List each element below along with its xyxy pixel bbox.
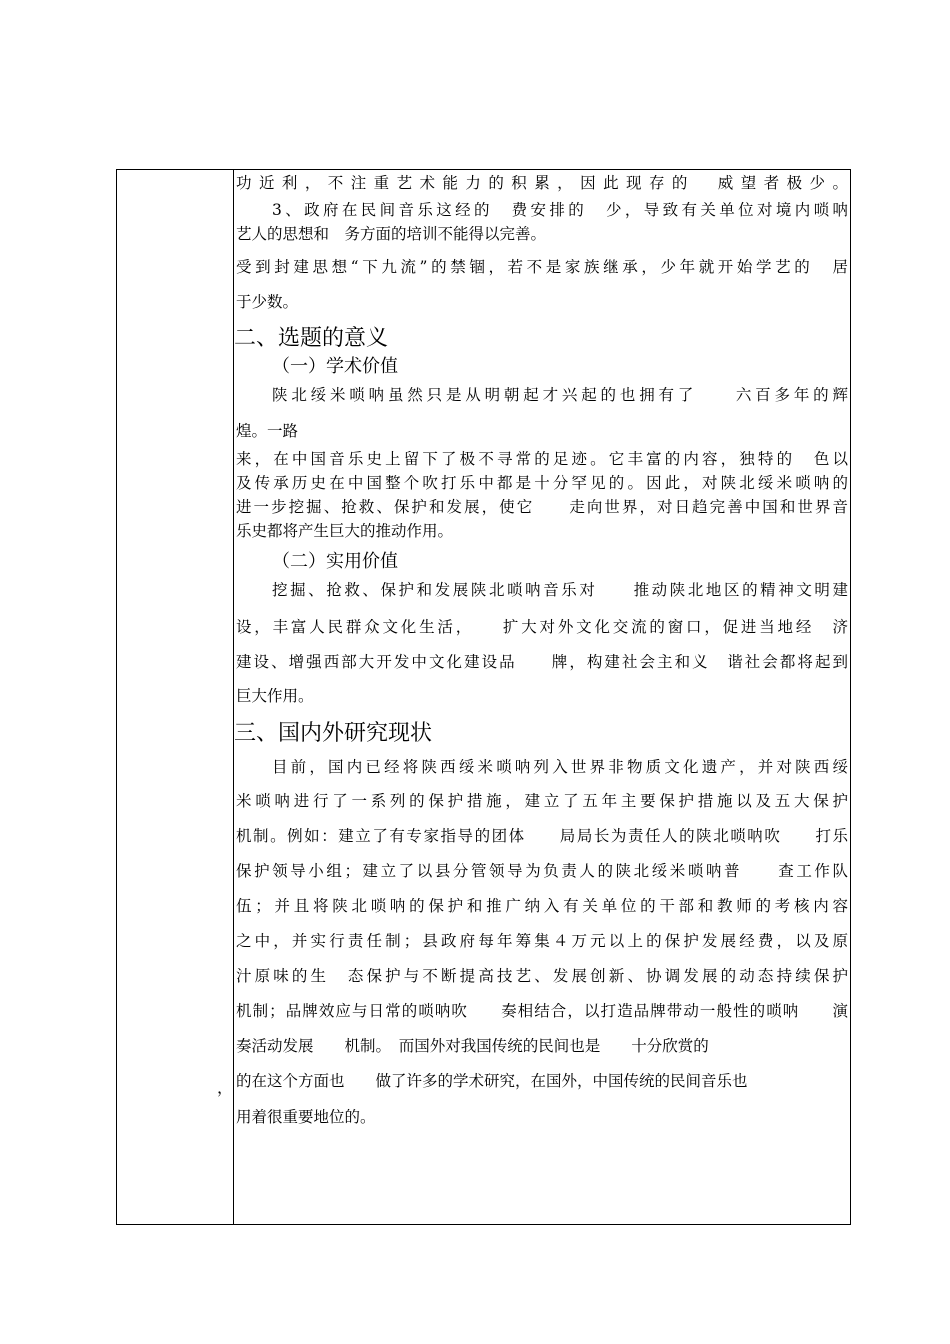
body-line: 挖掘、抢救、保护和发展陕北唢呐音乐对 推动陕北地区的精神文明建 [272, 581, 848, 599]
subsection-heading: （一）学术价值 [272, 356, 398, 377]
body-line: 于少数。 [236, 293, 299, 311]
body-line: 进一步挖掘、抢救、保护和发展，使它 走向世界，对日趋完善中国和世界音 [236, 498, 848, 516]
body-line: 米唢呐进行了一系列的保护措施，建立了五年主要保护措施以及五大保护 [236, 792, 848, 810]
body-line: 用着很重要地位的。 [236, 1108, 376, 1126]
body-line: 及传承历史在中国整个吹打乐中都是十分罕见的。因此，对陕北绥米唢呐的 [236, 474, 848, 492]
body-line: 乐史都将产生巨大的推动作用。 [236, 522, 454, 540]
body-line: 机制。例如：建立了有专家指导的团体 局局长为责任人的陕北唢呐吹 打乐 [236, 827, 848, 845]
body-line: 功近利，不注重艺术能力的积累，因此现存的 威望者极少。 [236, 174, 848, 192]
body-line: 汁原味的生 态保护与不断提高技艺、发展创新、协调发展的动态持续保护 [236, 967, 848, 985]
section-heading: 二、选题的意义 [234, 326, 389, 351]
body-line: 之中，并实行责任制；县政府每年筹集４万元以上的保护发展经费，以及原 [236, 932, 848, 950]
section-heading: 三、国内外研究现状 [234, 721, 433, 746]
form-table [116, 169, 851, 1225]
body-line: 3、政府在民间音乐这经的 费安排的 少，导致有关单位对境内唢呐 [272, 201, 848, 219]
body-line: 煌。一路 [236, 422, 299, 440]
content-column [234, 170, 850, 1224]
body-line: 艺人的思想和 务方面的培训不能得以完善。 [236, 225, 547, 243]
body-line: 设，丰富人民群众文化生活， 扩大对外文化交流的窗口，促进当地经 济 [236, 618, 848, 636]
body-line: 来，在中国音乐史上留下了极不寻常的足迹。它丰富的内容，独特的 色以 [236, 450, 848, 468]
body-line: 机制；品牌效应与日常的唢呐吹 奏相结合，以打造品牌带动一般性的唢呐 演 [236, 1002, 848, 1020]
subsection-heading: （二）实用价值 [272, 551, 398, 572]
body-line: 目前，国内已经将陕西绥米唢呐列入世界非物质文化遗产，并对陕西绥 [272, 758, 848, 776]
body-line: 受到封建思想“下九流”的禁锢，若不是家族继承，少年就开始学艺的 居 [236, 258, 848, 276]
body-line: 的在这个方面也 做了许多的学术研究，在国外，中国传统的民间音乐也 [236, 1072, 748, 1090]
body-line: 保护领导小组；建立了以县分管领导为负责人的陕北绥米唢呐普 查工作队 [236, 862, 848, 880]
stray-comma: ， [217, 1078, 234, 1097]
label-column [117, 170, 234, 1224]
body-line: 陕北绥米唢呐虽然只是从明朝起才兴起的也拥有了 六百多年的辉 [272, 386, 848, 404]
body-line: 伍；并且将陕北唢呐的保护和推广纳入有关单位的干部和教师的考核内容 [236, 897, 848, 915]
body-line: 建设、增强西部大开发中文化建设品 牌，构建社会主和义 谐社会都将起到 [236, 653, 848, 671]
body-line: 奏活动发展 机制。 而国外对我国传统的民间也是 十分欣赏的 [236, 1037, 709, 1055]
body-line: 巨大作用。 [236, 687, 314, 705]
